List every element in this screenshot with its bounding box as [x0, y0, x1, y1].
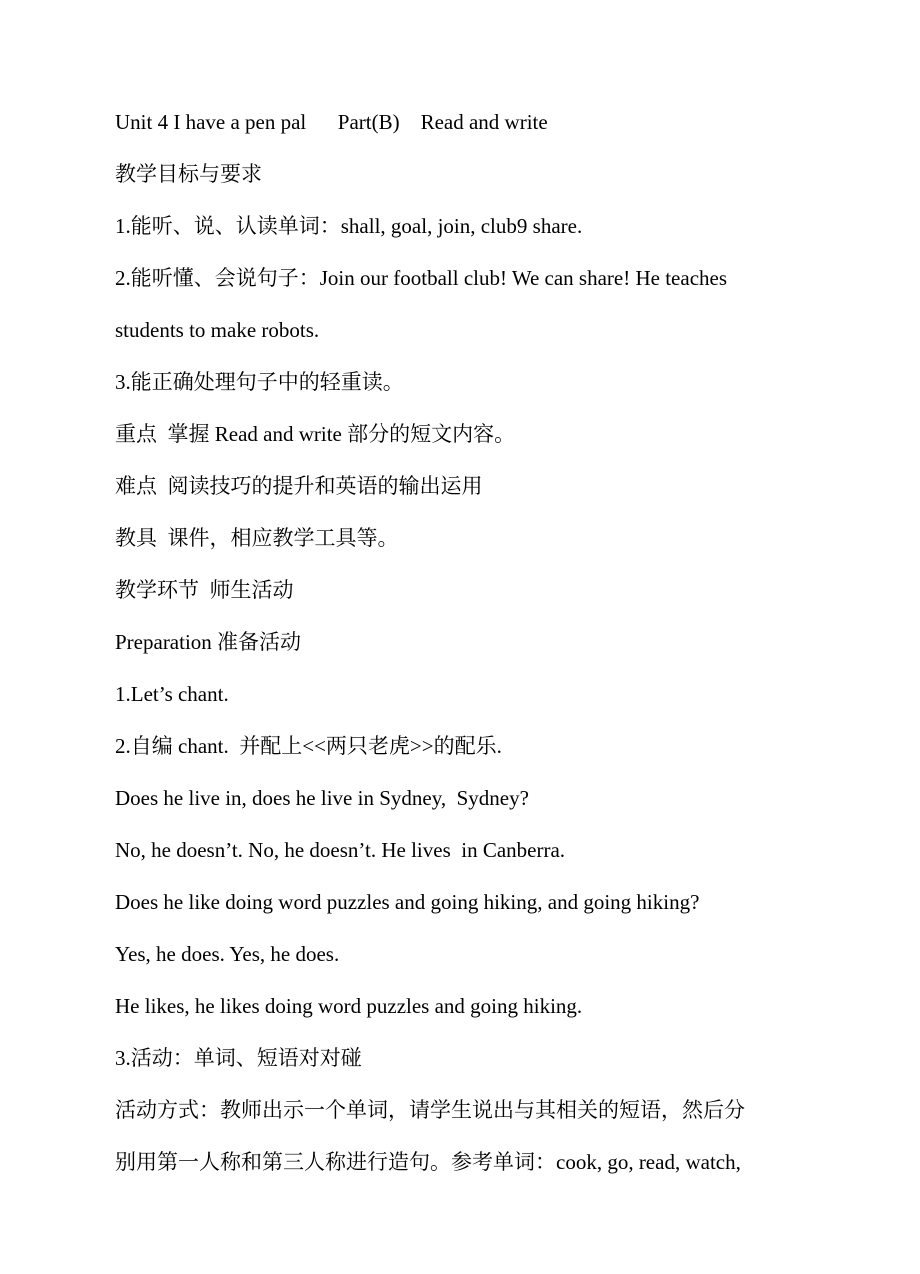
step-3-activity: 3.活动：单词、短语对对碰	[115, 1046, 362, 1070]
section-heading-objectives: 教学目标与要求	[115, 162, 262, 186]
objective-2: 2.能听懂、会说句子：Join our football club! We can share! He teaches	[115, 266, 728, 290]
difficult-point: 难点 阅读技巧的提升和英语的输出运用	[115, 474, 483, 498]
step-1-chant: 1.Let’s chant.	[115, 682, 229, 706]
chant-line-5: He likes, he likes doing word puzzles and going hiking.	[115, 994, 583, 1018]
teaching-aids: 教具 课件，相应教学工具等。	[115, 526, 399, 550]
chant-line-3: Does he like doing word puzzles and going hiking, and going hiking?	[115, 890, 700, 914]
key-point: 重点 掌握 Read and write 部分的短文内容。	[115, 422, 516, 446]
activity-method-continued: 别用第一人称和第三人称进行造句。参考单词：cook, go, read, watch,	[115, 1150, 741, 1174]
chant-line-4: Yes, he does. Yes, he does.	[115, 942, 340, 966]
step-2-custom-chant: 2.自编 chant. 并配上<<两只老虎>>的配乐.	[115, 734, 502, 758]
teaching-steps-heading: 教学环节 师生活动	[115, 578, 294, 602]
preparation-heading: Preparation 准备活动	[115, 630, 302, 654]
objective-2-continued: students to make robots.	[115, 318, 320, 342]
objective-1: 1.能听、说、认读单词：shall, goal, join, club9 share.	[115, 214, 583, 238]
activity-method: 活动方式：教师出示一个单词，请学生说出与其相关的短语，然后分	[115, 1098, 745, 1122]
objective-3: 3.能正确处理句子中的轻重读。	[115, 370, 404, 394]
chant-line-2: No, he doesn’t. No, he doesn’t. He lives in Canberra.	[115, 838, 566, 862]
document-title: Unit 4 I have a pen pal Part(B) Read and write	[115, 110, 548, 134]
chant-line-1: Does he live in, does he live in Sydney, Sydney?	[115, 786, 529, 810]
